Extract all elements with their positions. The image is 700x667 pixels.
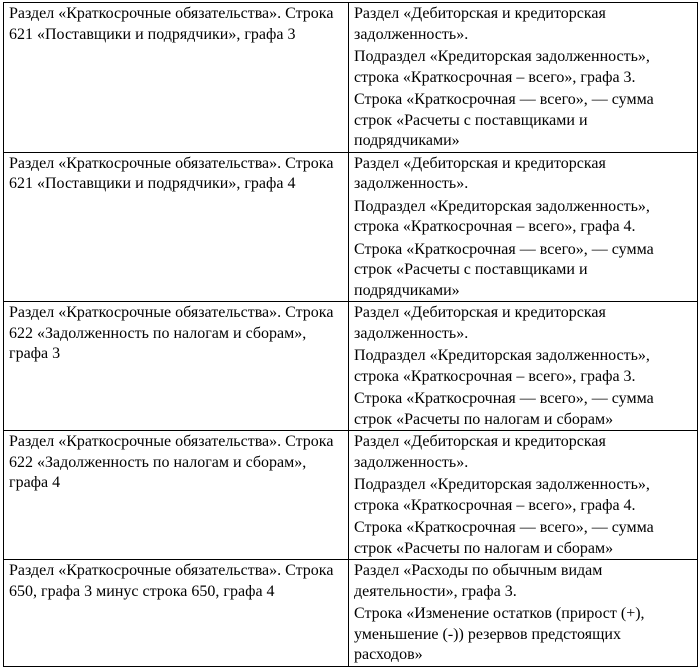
new-form-section-text: Раздел «Дебиторская и кредиторская задолженность». <box>354 433 606 471</box>
old-form-line-text: Раздел «Краткосрочные обязательства». Строка 621 «Поставщики и подрядчики», графа 3 <box>9 5 334 43</box>
new-form-line-cell <box>349 152 698 302</box>
new-form-subsection-text: Подраздел «Кредиторская задолженность», строка «Краткосрочная – всего», графа 4. <box>354 476 650 514</box>
new-form-subsection-text: Подраздел «Кредиторская задолженность», строка «Краткосрочная – всего», графа 3. <box>354 48 650 86</box>
new-form-subsection-text: Подраздел «Кредиторская задолженность», строка «Краткосрочная – всего», графа 4. <box>354 197 650 235</box>
mapping-table <box>3 2 698 667</box>
new-form-note-text: Строка «Краткосрочная — всего», — сумма строк «Расчеты по налогам и сборам» <box>354 390 654 428</box>
old-form-line-text: Раздел «Краткосрочные обязательства». Строка 622 «Задолженность по налогам и сборам», графа 4 <box>9 433 334 491</box>
table-row <box>4 302 698 431</box>
old-form-line-text: Раздел «Краткосрочные обязательства». Строка 621 «Поставщики и подрядчики», графа 4 <box>9 154 334 192</box>
new-form-section-text: Раздел «Дебиторская и кредиторская задолженность». <box>354 154 606 192</box>
new-form-line-cell <box>349 302 698 431</box>
table-row <box>4 152 698 302</box>
old-form-line-cell <box>4 152 349 302</box>
new-form-line-cell <box>349 431 698 560</box>
new-form-note-text: Строка «Изменение остатков (прирост (+), уменьшение (-)) резервов предстоящих расходов» <box>354 605 645 663</box>
old-form-line-cell <box>4 560 349 667</box>
new-form-note-text: Строка «Краткосрочная — всего», — сумма строк «Расчеты по налогам и сборам» <box>354 519 654 557</box>
new-form-subsection-text: Подраздел «Кредиторская задолженность», строка «Краткосрочная – всего», графа 3. <box>354 347 650 385</box>
old-form-line-text: Раздел «Краткосрочные обязательства». Строка 622 «Задолженность по налогам и сборам», графа 3 <box>9 304 334 362</box>
table-row <box>4 560 698 667</box>
old-form-line-cell <box>4 3 349 153</box>
new-form-note-text: Строка «Краткосрочная — всего», — сумма строк «Расчеты с поставщиками и подрядчиками» <box>354 91 654 149</box>
old-form-line-cell <box>4 431 349 560</box>
new-form-line-cell <box>349 3 698 153</box>
new-form-section-text: Раздел «Расходы по обычным видам деятельности», графа 3. <box>354 562 603 600</box>
table-row <box>4 3 698 153</box>
table-row <box>4 431 698 560</box>
old-form-line-cell <box>4 302 349 431</box>
new-form-section-text: Раздел «Дебиторская и кредиторская задолженность». <box>354 5 606 43</box>
new-form-note-text: Строка «Краткосрочная — всего», — сумма строк «Расчеты с поставщиками и подрядчиками» <box>354 240 654 299</box>
new-form-line-cell <box>349 560 698 667</box>
new-form-section-text: Раздел «Дебиторская и кредиторская задолженность». <box>354 304 606 342</box>
old-form-line-text: Раздел «Краткосрочные обязательства». Строка 650, графа 3 минус строка 650, графа 4 <box>9 562 334 600</box>
